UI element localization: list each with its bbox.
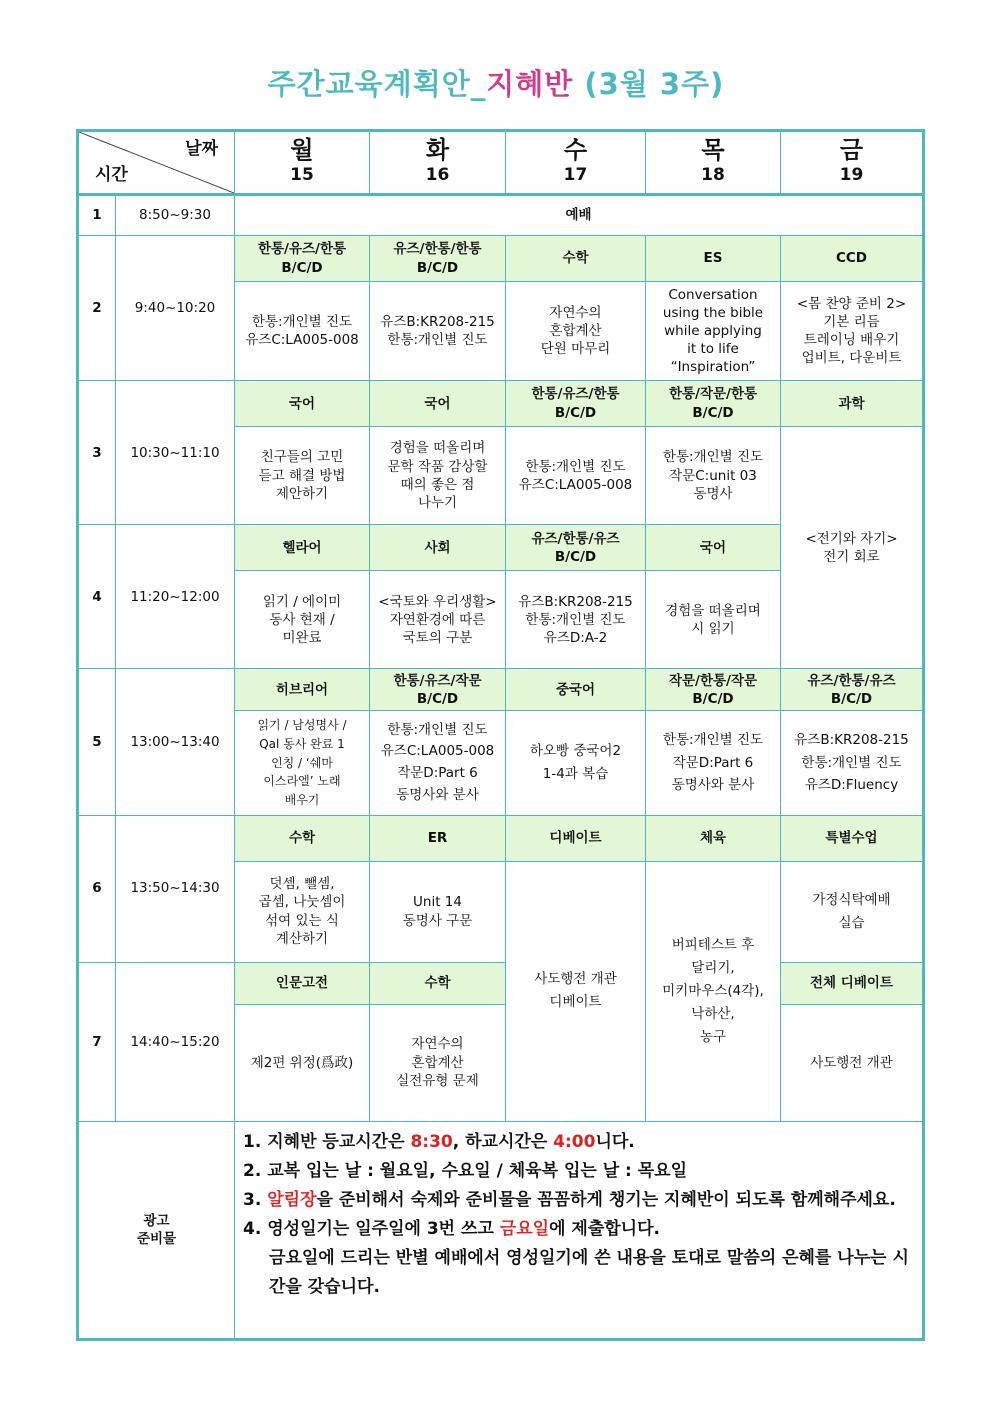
content-cell: 자연수의 혼합계산 단원 마무리 — [506, 282, 646, 381]
subject-cell: 한통/작문/한통 B/C/D — [646, 381, 781, 427]
subject-cell: 체육 — [646, 815, 781, 861]
content-cell: 한통:개인별 진도 작문C:unit 03 동명사 — [646, 427, 781, 525]
content-cell: 친구들의 고민 듣고 해결 방법 제안하기 — [235, 427, 370, 525]
content-cell: 한통:개인별 진도 유즈C:LA005-008 — [506, 427, 646, 525]
subject-cell: ER — [370, 815, 506, 861]
subject-cell: 국어 — [646, 525, 781, 571]
content-cell: Unit 14 동명사 구문 — [370, 861, 506, 962]
day-name: 목 — [701, 136, 725, 165]
day-name: 월 — [290, 136, 314, 165]
subject-cell: 국어 — [370, 381, 506, 427]
subject-cell: ES — [646, 236, 781, 282]
notice-text: 에 제출합니다. — [549, 1218, 660, 1239]
content-cell: 하오빵 중국어2 1-4과 복습 — [506, 711, 646, 815]
content-cell: <국토와 우리생활> 자연환경에 따른 국토의 구분 — [370, 571, 506, 669]
title-class-name: 지혜반 — [486, 67, 574, 101]
corner-date-label: 날짜 — [185, 139, 218, 159]
period-row-5-subjects — [78, 669, 924, 711]
notice-item-3 — [243, 1186, 914, 1215]
notices-cell — [235, 1121, 924, 1339]
corner-time-label: 시간 — [95, 165, 128, 186]
period-row-6-subjects — [78, 815, 924, 861]
content-cell: 경험을 떠올리며 시 읽기 — [646, 571, 781, 669]
subject-cell: 중국어 — [506, 669, 646, 711]
content-cell: 읽기 / 남성명사 / Qal 동사 완료 1 인칭 / ‘쉐마 이스라엘’ 노래 배우기 — [235, 711, 370, 815]
content-cell: 유즈B:KR208-215 한통:개인별 진도 유즈D:A-2 — [506, 571, 646, 669]
corner-cell — [78, 131, 235, 195]
day-header-mon — [235, 131, 370, 195]
content-cell: 한통:개인별 진도 유즈C:LA005-008 작문D:Part 6 동명사와 분사 — [370, 711, 506, 815]
content-cell: 사도행전 개관 — [781, 1004, 924, 1121]
period-row-7-subjects — [78, 962, 924, 1004]
title-main: 주간교육계획안_ — [267, 67, 487, 101]
notice-text: 을 준비해서 숙제와 준비물을 꼼꼼하게 챙기는 지혜반이 되도록 함께해주세요. — [316, 1189, 896, 1210]
subject-cell: 작문/한통/작문 B/C/D — [646, 669, 781, 711]
content-cell: 유즈B:KR208-215 한통:개인별 진도 유즈D:Fluency — [781, 711, 924, 815]
notice-text: , 하교시간은 — [452, 1131, 554, 1152]
notice-text: 금요일에 드리는 반별 예배에서 영성일기에 쓴 내용을 토대로 말씀의 은혜를 나누는 시간을 갖습니다. — [269, 1247, 909, 1297]
notice-item-2 — [243, 1157, 914, 1186]
notice-highlight: 금요일 — [499, 1218, 550, 1239]
day-header-thu — [646, 131, 781, 195]
content-cell-science: <전기와 자기> 전기 회로 — [781, 427, 924, 669]
notices-row — [78, 1121, 924, 1339]
content-cell: 읽기 / 에이미 동사 현재 / 미완료 — [235, 571, 370, 669]
content-cell: Conversation using the bible while applying it to life “Inspiration” — [646, 282, 781, 381]
notice-text: 영성일기는 일주일에 3번 쓰고 — [267, 1218, 500, 1239]
day-header-tue — [370, 131, 506, 195]
subject-cell: 국어 — [235, 381, 370, 427]
subject-cell: 디베이트 — [506, 815, 646, 861]
content-cell: <몸 찬양 준비 2> 기본 리듬 트레이닝 배우기 업비트, 다운비트 — [781, 282, 924, 381]
notice-highlight: 8:30 — [410, 1131, 453, 1152]
period-time: 13:50~14:30 — [116, 815, 235, 962]
worship-cell: 예배 — [235, 195, 924, 236]
day-date: 15 — [290, 164, 314, 185]
content-cell: 덧셈, 뺄셈, 곱셈, 나눗셈이 섞여 있는 식 계산하기 — [235, 861, 370, 962]
subject-cell: 히브리어 — [235, 669, 370, 711]
period-row-3-subjects — [78, 381, 924, 427]
subject-cell: 수학 — [235, 815, 370, 861]
subject-cell: 한통/유즈/작문 B/C/D — [370, 669, 506, 711]
notice-highlight: 알림장 — [267, 1189, 317, 1210]
day-date: 16 — [425, 164, 450, 185]
subject-cell: 과학 — [781, 381, 924, 427]
notices-label: 광고 준비물 — [78, 1121, 235, 1339]
content-cell: 자연수의 혼합계산 실전유형 문제 — [370, 1004, 506, 1121]
subject-cell: 인문고전 — [235, 962, 370, 1004]
weekly-schedule-table — [76, 129, 925, 1341]
subject-cell: 수학 — [506, 236, 646, 282]
subject-cell: 유즈/한통/유즈 B/C/D — [781, 669, 924, 711]
content-cell: 한통:개인별 진도 유즈C:LA005-008 — [235, 282, 370, 381]
day-date: 17 — [563, 164, 588, 185]
content-cell: 유즈B:KR208-215 한통:개인별 진도 — [370, 282, 506, 381]
notice-highlight: 4:00 — [553, 1131, 596, 1152]
subject-cell: 유즈/한통/한통 B/C/D — [370, 236, 506, 282]
content-cell: 경험을 떠올리며 문학 작품 감상할 때의 좋은 점 나누기 — [370, 427, 506, 525]
period-time: 10:30~11:10 — [116, 381, 235, 525]
notice-number: 3. — [243, 1189, 262, 1210]
subject-cell: 헬라어 — [235, 525, 370, 571]
day-header-fri — [781, 131, 924, 195]
period-number: 3 — [78, 381, 116, 525]
day-name: 화 — [425, 136, 450, 165]
day-date: 19 — [839, 164, 864, 185]
subject-cell: 특별수업 — [781, 815, 924, 861]
subject-cell: 사회 — [370, 525, 506, 571]
period-number: 4 — [78, 525, 116, 669]
period-row-2-subjects — [78, 236, 924, 282]
header-row — [78, 131, 924, 195]
content-cell-pe: 버피테스트 후 달리기, 미키마우스(4각), 낙하산, 농구 — [646, 861, 781, 1121]
day-name: 수 — [563, 136, 588, 165]
notice-number: 2. — [243, 1160, 262, 1181]
notice-number: 4. — [243, 1218, 262, 1239]
subject-cell: 유즈/한통/유즈 B/C/D — [506, 525, 646, 571]
subject-cell: 수학 — [370, 962, 506, 1004]
notice-item-1 — [243, 1128, 914, 1157]
period-number: 6 — [78, 815, 116, 962]
period-time: 8:50~9:30 — [116, 195, 235, 236]
content-cell: 가정식탁예배 실습 — [781, 861, 924, 962]
content-cell-debate: 사도행전 개관 디베이트 — [506, 861, 646, 1121]
day-name: 금 — [839, 136, 864, 165]
subject-cell: 한통/유즈/한통 B/C/D — [506, 381, 646, 427]
notice-item-4 — [243, 1215, 914, 1302]
title-week: (3월 3주) — [573, 67, 725, 101]
day-header-wed — [506, 131, 646, 195]
period-time: 14:40~15:20 — [116, 962, 235, 1121]
period-row-1 — [78, 195, 924, 236]
page-title — [0, 62, 992, 103]
period-time: 13:00~13:40 — [116, 669, 235, 815]
subject-cell: CCD — [781, 236, 924, 282]
period-number: 5 — [78, 669, 116, 815]
period-time: 11:20~12:00 — [116, 525, 235, 669]
notice-number: 1. — [243, 1131, 262, 1152]
subject-cell: 한통/유즈/한통 B/C/D — [235, 236, 370, 282]
period-time: 9:40~10:20 — [116, 236, 235, 381]
content-cell: 제2편 위정(爲政) — [235, 1004, 370, 1121]
notice-text: 지혜반 등교시간은 — [267, 1131, 411, 1152]
period-number: 2 — [78, 236, 116, 381]
day-date: 18 — [701, 164, 725, 185]
notice-text: 교복 입는 날 : 월요일, 수요일 / 체육복 입는 날 : 목요일 — [267, 1160, 688, 1181]
period-number: 7 — [78, 962, 116, 1121]
notice-text: 니다. — [595, 1131, 635, 1152]
content-cell: 한통:개인별 진도 작문D:Part 6 동명사와 분사 — [646, 711, 781, 815]
period-number: 1 — [78, 195, 116, 236]
subject-cell: 전체 디베이트 — [781, 962, 924, 1004]
